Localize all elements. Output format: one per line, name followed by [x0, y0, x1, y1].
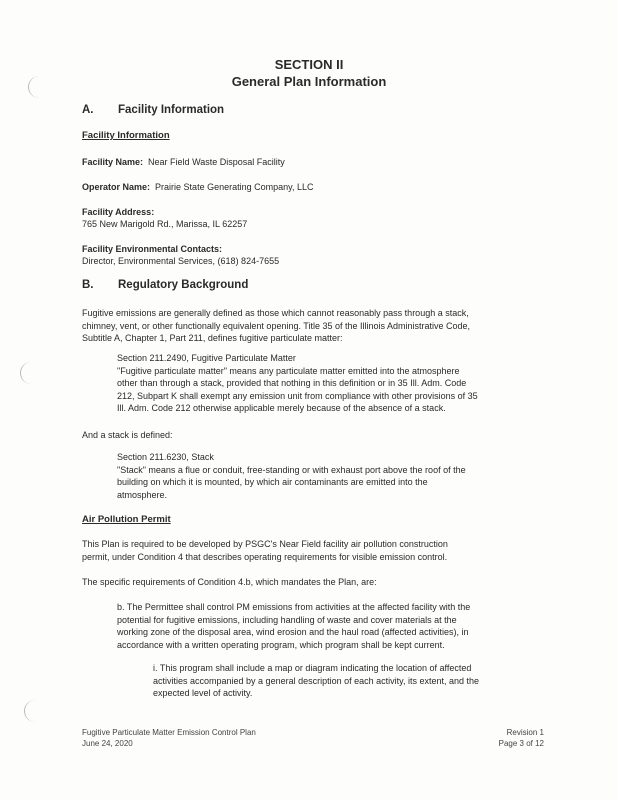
text-line: Fugitive emissions are generally defined as those which cannot reasonably pass through a stack,: [82, 308, 469, 318]
binder-mark-bottom: [24, 700, 35, 722]
text-line: working zone of the disposal area, wind erosion and the haul road (affected activities), in: [117, 627, 469, 637]
contacts-label: Facility Environmental Contacts:: [82, 244, 223, 254]
heading-text: Regulatory Background: [118, 279, 249, 291]
section-title: SECTION II: [274, 57, 344, 72]
permit-intro: [82, 538, 544, 563]
text-line: expected level of activity.: [153, 688, 253, 698]
text-line: permit, under Condition 4 that describes operating requirements for visible emission control.: [82, 551, 448, 562]
stack-intro: And a stack is defined:: [82, 430, 173, 440]
text-line: "Stack" means a flue or conduit, free-standing or with exhaust port above the roof of the: [117, 464, 466, 475]
condition-i: [153, 662, 545, 700]
facility-address-value: 765 New Marigold Rd., Marissa, IL 62257: [82, 219, 248, 229]
text-line: other than through a stack, provided that nothing in this definition or in 35 Ill. Adm. Code: [117, 378, 467, 388]
facility-address-label: Facility Address:: [82, 207, 155, 217]
quote-title: Section 211.6230, Stack: [117, 452, 214, 462]
operator-name-line: [82, 181, 313, 193]
facility-name-value: Near Field Waste Disposal Facility: [148, 157, 285, 167]
heading-regulatory: [82, 279, 248, 291]
text-line: chimney, vent, or other functionally equivalent opening. Title 35 of the Illinois Administrative Code,: [82, 320, 471, 331]
footer-date: June 24, 2020: [82, 738, 133, 748]
footer-page-number: Page 3 of 12: [498, 738, 544, 748]
section-subtitle: General Plan Information: [231, 74, 387, 89]
text-line: atmosphere.: [117, 489, 168, 500]
text-line: accordance with a written operating program, which program shall be kept current.: [117, 639, 445, 650]
text-line: Subtitle A, Chapter 1, Part 211, defines fugitive particulate matter:: [82, 333, 343, 343]
quote-stack: [117, 451, 545, 501]
heading-text: Facility Information: [118, 104, 225, 116]
operator-name-value: Prairie State Generating Company, LLC: [155, 182, 314, 192]
regulatory-intro: [82, 307, 544, 345]
footer-doc-title: Fugitive Particulate Matter Emission Control Plan: [82, 728, 256, 737]
heading-letter: A.: [82, 104, 94, 116]
operator-name-label: Operator Name:: [82, 182, 151, 192]
subheading-facility: Facility Information: [82, 130, 170, 141]
contacts-value: Director, Environmental Services, (618) 824-7655: [82, 256, 280, 266]
text-line: Ill. Adm. Code 212 otherwise applicable merely because of the absence of a stack.: [117, 403, 446, 413]
text-line: potential for fugitive emissions, including handling of waste and cover materials at the: [117, 614, 457, 625]
quote-title: Section 211.2490, Fugitive Particulate Matter: [117, 353, 296, 363]
text-line: "Fugitive particulate matter" means any particulate matter emitted into the atmosphere: [117, 365, 460, 376]
subheading-permit: Air Pollution Permit: [82, 514, 171, 525]
footer-revision: Revision 1: [506, 728, 544, 737]
heading-letter: B.: [82, 279, 94, 291]
binder-mark-middle: [20, 362, 31, 384]
text-line: activities accompanied by a general description of each activity, its extent, and the: [153, 675, 480, 686]
footer-right: [499, 728, 544, 749]
condition-b: [117, 601, 545, 651]
text-line: This Plan is required to be developed by PSGC's Near Field facility air pollution construction: [82, 539, 448, 549]
heading-facility: [82, 104, 224, 116]
specific-requirements: The specific requirements of Condition 4.b, which mandates the Plan, are:: [82, 577, 377, 587]
text-line: i. This program shall include a map or diagram indicating the location of affected: [153, 663, 472, 673]
text-line: b. The Permittee shall control PM emissions from activities at the affected facility with the: [117, 602, 471, 612]
text-line: building on which it is mounted, by which air contaminants are emitted into the: [117, 477, 428, 487]
facility-name-line: [82, 156, 285, 168]
facility-name-label: Facility Name:: [82, 157, 144, 167]
quote-fugitive-pm: [117, 352, 545, 415]
footer-left: [82, 728, 256, 749]
text-line: 212, Subpart K shall exempt any emission unit from compliance with other provisions of 35: [117, 390, 478, 401]
